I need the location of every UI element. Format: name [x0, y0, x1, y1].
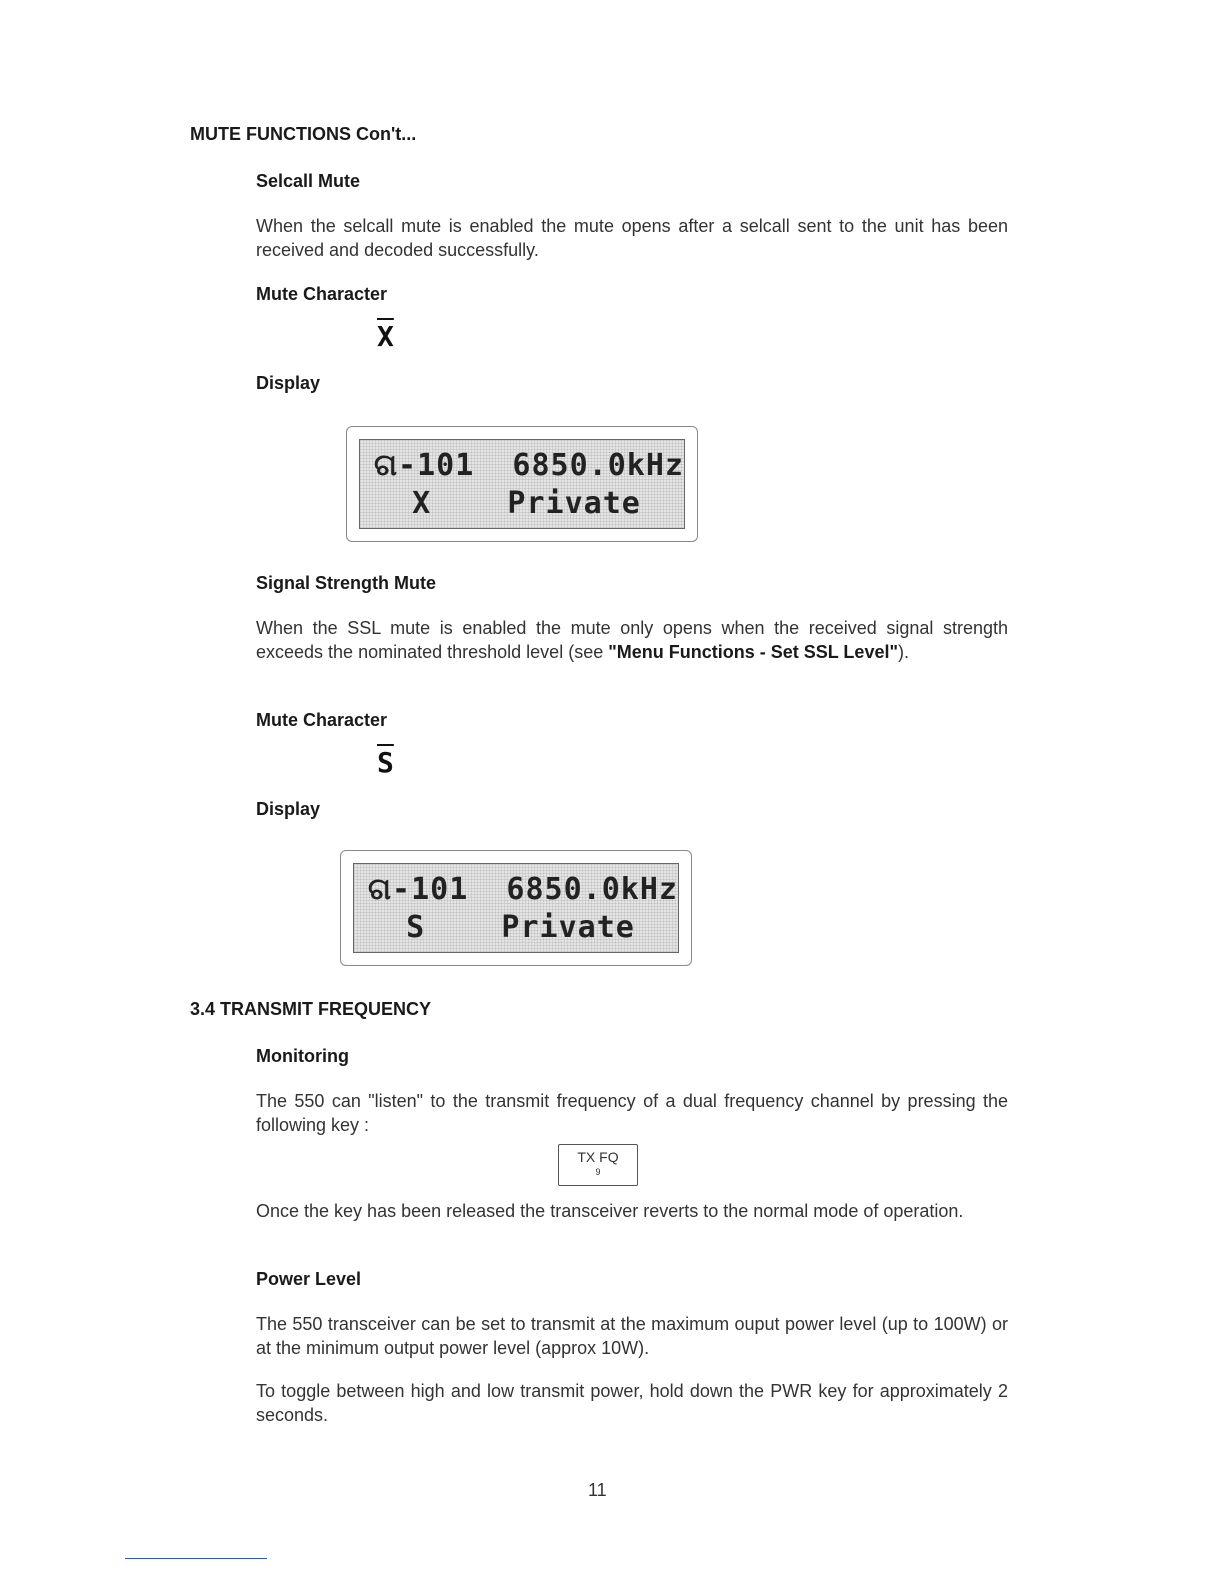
tx-fq-key	[558, 1144, 638, 1186]
tx-fq-key-number: 9	[595, 1167, 601, 1177]
footer-rule	[125, 1558, 267, 1559]
release-body: Once the key has been released the transceiver reverts to the normal mode of operation.	[256, 1201, 964, 1221]
ssl-body	[256, 616, 1008, 664]
selcall-lcd-frame	[346, 426, 698, 542]
selcall-mute-char-label: Mute Character	[256, 284, 388, 304]
monitoring-body: The 550 can "listen" to the transmit frequency of a dual frequency channel by pressing the following key :	[256, 1091, 1008, 1135]
selcall-body: When the selcall mute is enabled the mute opens after a selcall sent to the unit has been received and decoded successfully.	[256, 216, 1008, 260]
monitoring-heading: Monitoring	[256, 1046, 349, 1066]
ssl-lcd-line2: S Private	[368, 910, 635, 945]
ssl-mute-char-label: Mute Character	[256, 710, 388, 730]
ssl-body-post: ).	[898, 642, 909, 662]
ssl-body-pre: When the SSL mute is enabled the mute only opens when the received signal strength exceeds the nominated threshold level (see	[256, 618, 1008, 662]
selcall-lcd-line2: X Private	[374, 486, 641, 521]
ssl-body-link: "Menu Functions - Set SSL Level"	[608, 642, 898, 662]
power-body-1: The 550 transceiver can be set to transmit at the maximum ouput power level (up to 100W) or at the minimum output power level (approx 10W).	[256, 1314, 1008, 1358]
section-heading: MUTE FUNCTIONS Con't...	[190, 124, 417, 144]
selcall-heading: Selcall Mute	[256, 171, 361, 191]
selcall-mute-char-icon: $\overline{X}$	[377, 320, 394, 353]
transmit-heading: 3.4 TRANSMIT FREQUENCY	[190, 999, 432, 1019]
power-body-2: To toggle between high and low transmit power, hold down the PWR key for approximately 2 seconds.	[256, 1381, 1008, 1425]
ssl-lcd-line1: ଗ-101 6850.0kHz	[368, 872, 678, 907]
selcall-lcd-line1: ଗ-101 6850.0kHz	[374, 448, 684, 483]
ssl-mute-char-icon: $\overline{S}$	[377, 746, 394, 779]
selcall-lcd-display	[359, 439, 685, 529]
page-number: 11	[588, 1480, 607, 1500]
power-heading: Power Level	[256, 1269, 362, 1289]
ssl-display-label: Display	[256, 799, 321, 819]
ssl-lcd-frame	[340, 850, 692, 966]
tx-fq-key-label: TX FQ	[577, 1149, 619, 1165]
selcall-display-label: Display	[256, 373, 321, 393]
ssl-lcd-display	[353, 863, 679, 953]
ssl-heading: Signal Strength Mute	[256, 573, 436, 593]
